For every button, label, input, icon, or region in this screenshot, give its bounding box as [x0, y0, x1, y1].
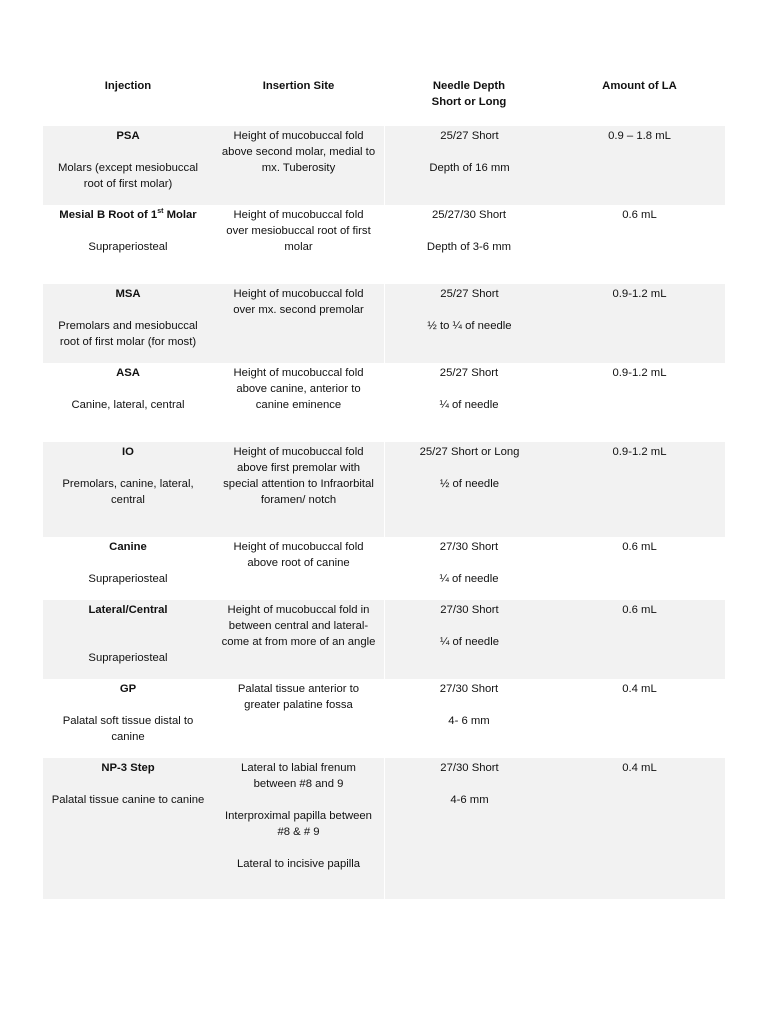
injection-cell — [43, 284, 213, 363]
injection-name: GP — [119, 683, 137, 695]
needle-type: 25/27/30 Short — [431, 209, 507, 221]
table-header-row — [43, 72, 725, 126]
injection-teeth: Supraperiosteal — [88, 652, 168, 664]
needle-depth: 4- 6 mm — [448, 715, 490, 727]
needle-type: 27/30 Short — [440, 762, 499, 774]
insertion-site-cell — [213, 758, 384, 899]
table-row — [43, 600, 725, 679]
insertion-site-cell: Height of mucobuccal fold over mesiobuccal root of first molar — [226, 209, 371, 253]
table-row — [43, 126, 725, 205]
amount-cell: 0.4 mL — [622, 683, 657, 695]
injection-cell — [43, 679, 213, 758]
amount-cell: 0.9 – 1.8 mL — [608, 130, 671, 142]
needle-depth-cell — [384, 679, 554, 758]
injection-teeth: Molars (except mesiobuccal root of first molar) — [57, 162, 198, 190]
header-amount: Amount of LA — [602, 80, 677, 92]
needle-depth-cell — [384, 126, 554, 205]
injection-cell — [43, 537, 213, 600]
needle-depth-cell — [384, 442, 554, 537]
insertion-step: Interproximal papilla between #8 & # 9 — [225, 810, 372, 838]
injection-name: PSA — [116, 130, 140, 142]
insertion-site-cell: Height of mucobuccal fold in between central and lateral- come at from more of an angle — [221, 604, 376, 648]
injection-name: NP-3 Step — [101, 762, 155, 774]
insertion-site-cell: Height of mucobuccal fold above second molar, medial to mx. Tuberosity — [221, 130, 376, 174]
amount-cell: 0.6 mL — [622, 209, 657, 221]
header-injection: Injection — [104, 80, 152, 92]
needle-type: 27/30 Short — [439, 683, 499, 695]
needle-type: 25/27 Short or Long — [419, 446, 520, 458]
injection-cell — [43, 600, 213, 679]
insertion-site-cell: Height of mucobuccal fold above canine, anterior to canine eminence — [233, 367, 364, 411]
table-row — [43, 205, 725, 284]
injection-name: MSA — [115, 288, 141, 300]
needle-depth-cell — [384, 600, 554, 679]
insertion-site-cell: Height of mucobuccal fold above root of canine — [233, 541, 364, 569]
amount-cell: 0.6 mL — [622, 541, 657, 553]
table-row — [43, 537, 725, 600]
amount-cell: 0.9-1.2 mL — [612, 367, 667, 379]
table-row — [43, 758, 725, 899]
injection-cell — [43, 758, 213, 899]
needle-depth-cell — [384, 284, 554, 363]
needle-depth: Depth of 16 mm — [429, 162, 510, 174]
insertion-site-cell: Height of mucobuccal fold above first premolar with special attention to Infraorbital foramen/ notch — [223, 446, 374, 506]
injection-cell — [43, 442, 213, 537]
insertion-site-cell: Palatal tissue anterior to greater palatine fossa — [237, 683, 360, 711]
header-insertion-site: Insertion Site — [262, 80, 335, 92]
injection-teeth: Supraperiosteal — [88, 573, 168, 585]
injection-teeth: Canine, lateral, central — [71, 399, 185, 411]
needle-depth: ¼ of needle — [439, 636, 500, 648]
injection-cell — [43, 363, 213, 442]
injection-cell — [43, 205, 213, 284]
amount-cell: 0.9-1.2 mL — [612, 288, 667, 300]
needle-depth-cell — [384, 537, 554, 600]
insertion-step: Lateral to incisive papilla — [236, 858, 361, 870]
needle-type: 25/27 Short — [440, 288, 499, 300]
needle-type: 25/27 Short — [440, 130, 499, 142]
injection-name: Canine — [109, 541, 147, 553]
table-row — [43, 363, 725, 442]
injection-teeth: Premolars and mesiobuccal root of first molar (for most) — [58, 320, 198, 348]
header-needle-depth — [384, 72, 554, 126]
amount-cell: 0.9-1.2 mL — [612, 446, 667, 458]
needle-depth: 4-6 mm — [450, 794, 489, 806]
injection-table — [43, 72, 725, 899]
header-needle-depth-line2: Short or Long — [431, 96, 507, 108]
needle-depth: ¼ of needle — [439, 399, 499, 411]
insertion-step: Lateral to labial frenum between #8 and 9 — [241, 762, 356, 790]
needle-type: 25/27 Short — [439, 367, 499, 379]
injection-name: Lateral/Central — [88, 604, 168, 616]
amount-cell: 0.6 mL — [622, 604, 657, 616]
needle-depth-cell — [384, 758, 554, 899]
injection-name: ASA — [116, 367, 140, 379]
needle-depth: ½ to ¼ of needle — [427, 320, 512, 332]
table-row — [43, 442, 725, 537]
needle-type: 27/30 Short — [439, 541, 499, 553]
table-row — [43, 284, 725, 363]
table-row — [43, 679, 725, 758]
injection-cell — [43, 126, 213, 205]
insertion-site-cell: Height of mucobuccal fold over mx. second premolar — [233, 288, 364, 316]
injection-teeth: Supraperiosteal — [88, 241, 168, 253]
header-needle-depth-line1: Needle Depth — [432, 80, 506, 92]
needle-type: 27/30 Short — [440, 604, 499, 616]
needle-depth: Depth of 3-6 mm — [426, 241, 512, 253]
injection-name: Mesial B Root of 1st Molar — [59, 208, 197, 221]
needle-depth: ½ of needle — [439, 478, 500, 490]
injection-teeth: Premolars, canine, lateral, central — [62, 478, 194, 506]
injection-teeth: Palatal tissue canine to canine — [51, 794, 205, 806]
needle-depth-cell — [384, 205, 554, 284]
amount-cell: 0.4 mL — [622, 762, 657, 774]
injection-teeth: Palatal soft tissue distal to canine — [62, 715, 194, 743]
injection-name: IO — [122, 446, 134, 458]
needle-depth: ¼ of needle — [439, 573, 499, 585]
needle-depth-cell — [384, 363, 554, 442]
